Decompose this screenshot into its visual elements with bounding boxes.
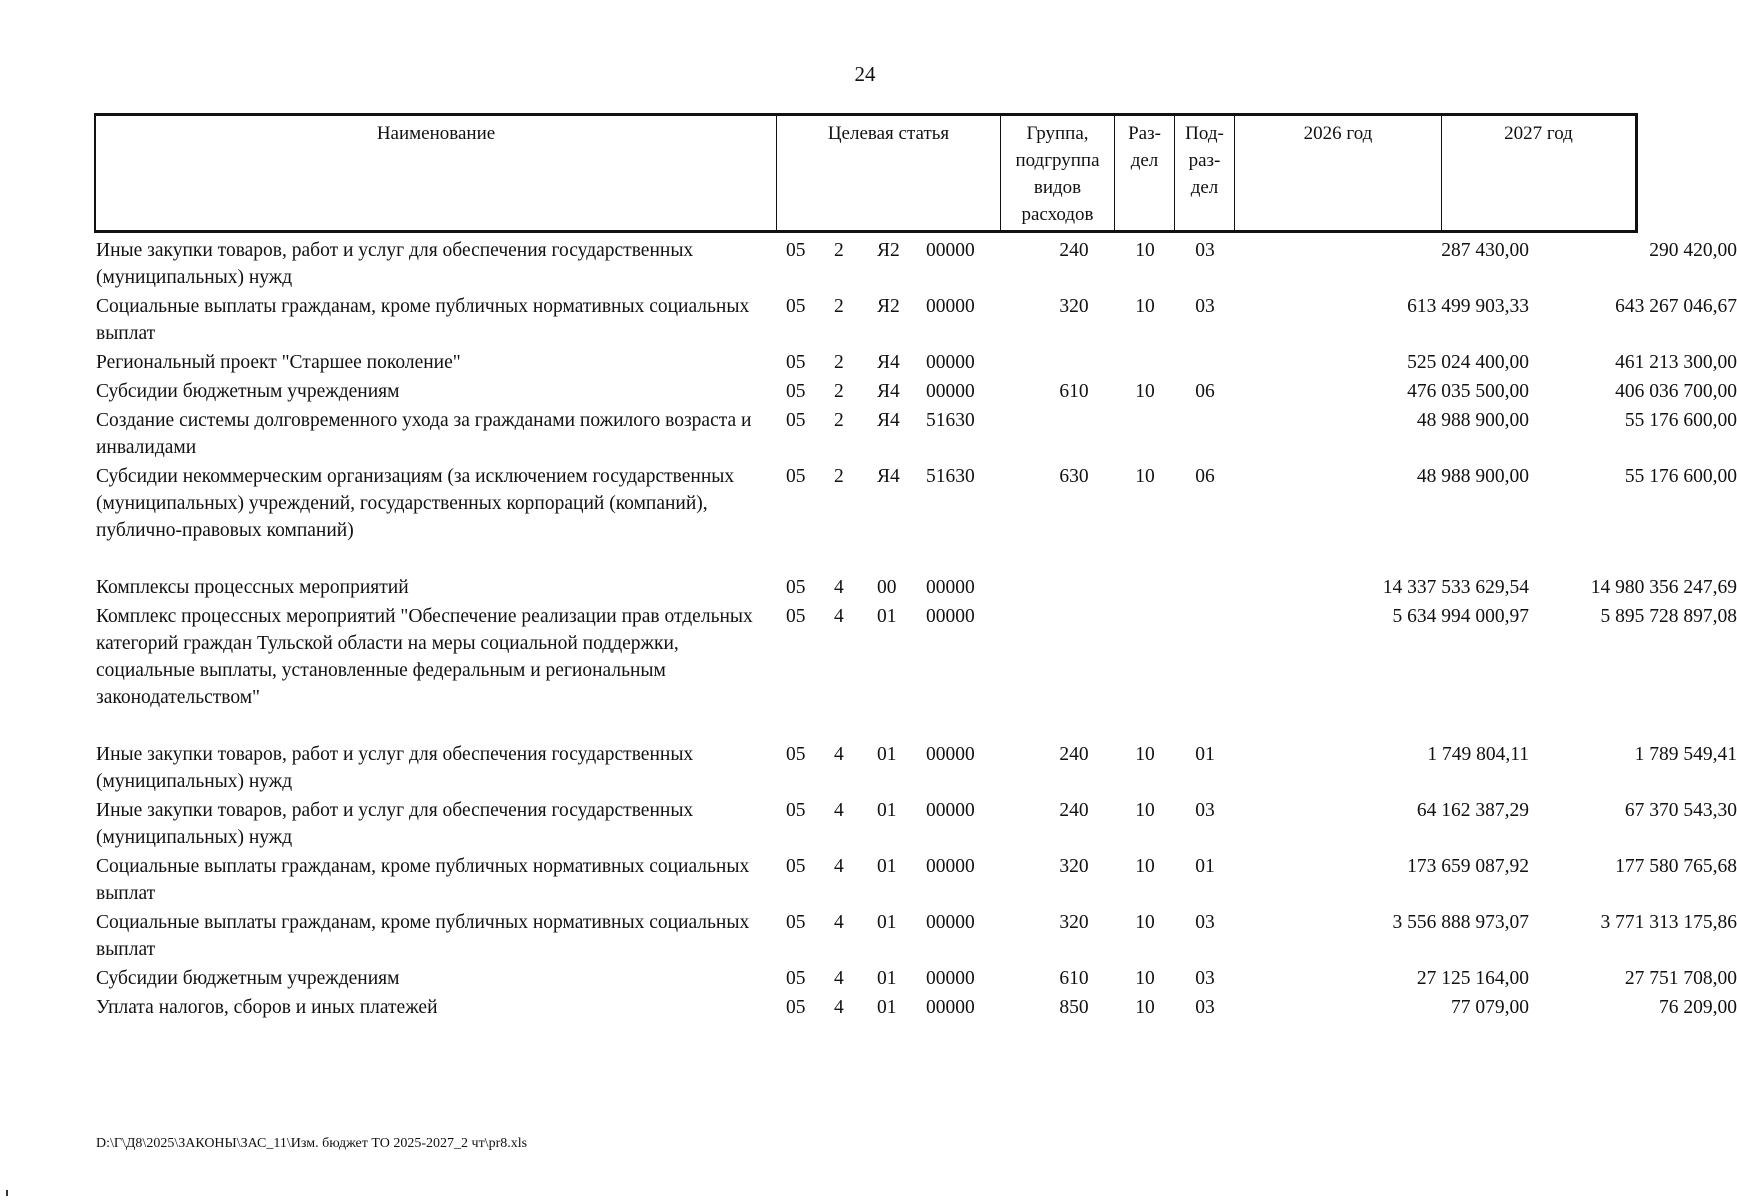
subsection-code: 03	[1195, 296, 1215, 317]
target-code-1: 05	[786, 968, 806, 989]
target-code-4: 00000	[926, 800, 975, 821]
section-code: 10	[1135, 912, 1155, 933]
target-code-3: Я2	[877, 296, 900, 317]
target-code-2: 2	[834, 381, 844, 402]
target-code-2: 4	[834, 744, 844, 765]
target-code-4: 00000	[926, 381, 975, 402]
page-number: 24	[854, 62, 876, 86]
target-code-1: 05	[786, 466, 806, 487]
target-code-1: 05	[786, 744, 806, 765]
section-code: 10	[1135, 997, 1155, 1018]
amount-2026: 14 337 533 629,54	[1382, 577, 1529, 598]
target-code-4: 00000	[926, 856, 975, 877]
row-name: Субсидии некоммерческим организациям (за исключением государственных (муниципальных) учреждений, государственных корпораций (компаний), публично-правовых компаний)	[96, 466, 735, 541]
expense-group: 320	[1059, 912, 1089, 933]
table-row	[96, 574, 1737, 601]
row-name: Субсидии бюджетным учреждениям	[96, 968, 400, 989]
amount-2026: 48 988 900,00	[1416, 466, 1529, 487]
row-name: Социальные выплаты гражданам, кроме публичных нормативных социальных выплат	[96, 296, 750, 344]
section-code: 10	[1135, 466, 1155, 487]
target-code-2: 4	[834, 912, 844, 933]
target-code-3: 01	[877, 606, 897, 627]
subsection-code: 03	[1195, 240, 1215, 261]
target-code-4: 00000	[926, 744, 975, 765]
target-code-2: 4	[834, 968, 844, 989]
target-code-3: Я4	[877, 381, 900, 402]
target-code-2: 2	[834, 466, 844, 487]
target-code-1: 05	[786, 577, 806, 598]
target-code-3: Я4	[877, 410, 900, 431]
target-code-1: 05	[786, 381, 806, 402]
amount-2026: 48 988 900,00	[1416, 410, 1529, 431]
amount-2026: 1 749 804,11	[1427, 744, 1529, 765]
expense-group: 320	[1059, 856, 1089, 877]
section-code: 10	[1135, 744, 1155, 765]
row-name: Иные закупки товаров, работ и услуг для обеспечения государственных (муниципальных) нужд	[96, 744, 694, 792]
target-code-3: 00	[877, 577, 897, 598]
section-code: 10	[1135, 856, 1155, 877]
section-code: 10	[1135, 968, 1155, 989]
target-code-1: 05	[786, 800, 806, 821]
row-name: Комплекс процессных мероприятий "Обеспечение реализации прав отдельных категорий граждан Тульской области на меры социальной поддержки, социальные выплаты, установленные федеральным и региональным законодательством"	[96, 606, 753, 708]
target-code-2: 4	[834, 856, 844, 877]
amount-2026: 287 430,00	[1441, 240, 1529, 261]
header-year-2026: 2026 год	[1234, 116, 1441, 230]
amount-2027: 643 267 046,67	[1615, 296, 1737, 317]
target-code-2: 2	[834, 410, 844, 431]
scan-mark	[6, 1190, 8, 1196]
section-code: 10	[1135, 240, 1155, 261]
header-target-article: Целевая статья	[776, 116, 1000, 230]
expense-group: 240	[1059, 800, 1089, 821]
target-code-3: 01	[877, 744, 897, 765]
target-code-4: 00000	[926, 968, 975, 989]
subsection-code: 03	[1195, 800, 1215, 821]
table-row	[96, 965, 1737, 992]
table-header	[94, 113, 1638, 233]
subsection-code: 06	[1195, 466, 1215, 487]
target-code-3: 01	[877, 800, 897, 821]
target-code-1: 05	[786, 997, 806, 1018]
target-code-3: Я4	[877, 352, 900, 373]
table-row	[96, 797, 1737, 851]
amount-2026: 27 125 164,00	[1416, 968, 1529, 989]
table-body	[96, 237, 1737, 1023]
expense-group: 240	[1059, 240, 1089, 261]
amount-2026: 476 035 500,00	[1407, 381, 1529, 402]
target-code-4: 00000	[926, 912, 975, 933]
subsection-code: 06	[1195, 381, 1215, 402]
expense-group: 610	[1059, 381, 1089, 402]
target-code-3: 01	[877, 968, 897, 989]
amount-2027: 406 036 700,00	[1615, 381, 1737, 402]
target-code-2: 4	[834, 997, 844, 1018]
section-code: 10	[1135, 296, 1155, 317]
target-code-1: 05	[786, 296, 806, 317]
row-name: Социальные выплаты гражданам, кроме публичных нормативных социальных выплат	[96, 912, 750, 960]
file-path-footer: D:\Г\Д8\2025\ЗАКОНЫ\ЗАС_11\Изм. бюджет ТО 2025-2027_2 чт\pr8.xls	[96, 1136, 528, 1151]
table-row	[96, 909, 1737, 963]
table-row	[96, 994, 1737, 1021]
expense-group: 240	[1059, 744, 1089, 765]
subsection-code: 03	[1195, 912, 1215, 933]
table-row	[96, 853, 1737, 907]
section-code: 10	[1135, 800, 1155, 821]
target-code-1: 05	[786, 352, 806, 373]
table-row	[96, 378, 1737, 405]
table-row	[96, 741, 1737, 795]
amount-2027: 290 420,00	[1649, 240, 1737, 261]
target-code-3: 01	[877, 997, 897, 1018]
target-code-1: 05	[786, 912, 806, 933]
amount-2026: 525 024 400,00	[1407, 352, 1529, 373]
row-name: Создание системы долговременного ухода за гражданами пожилого возраста и инвалидами	[96, 410, 752, 458]
amount-2027: 67 370 543,30	[1624, 800, 1737, 821]
row-name: Субсидии бюджетным учреждениям	[96, 381, 400, 402]
amount-2027: 177 580 765,68	[1615, 856, 1737, 877]
row-name: Иные закупки товаров, работ и услуг для обеспечения государственных (муниципальных) нужд	[96, 240, 694, 288]
header-subsection: Под- раз- дел	[1174, 116, 1234, 230]
row-name: Иные закупки товаров, работ и услуг для обеспечения государственных (муниципальных) нужд	[96, 800, 694, 848]
target-code-2: 4	[834, 577, 844, 598]
target-code-3: 01	[877, 912, 897, 933]
target-code-4: 51630	[926, 410, 975, 431]
subsection-code: 01	[1195, 744, 1215, 765]
amount-2026: 64 162 387,29	[1416, 800, 1529, 821]
target-code-2: 2	[834, 296, 844, 317]
target-code-2: 2	[834, 352, 844, 373]
table-row	[96, 293, 1737, 347]
target-code-1: 05	[786, 606, 806, 627]
amount-2026: 3 556 888 973,07	[1392, 912, 1529, 933]
target-code-3: Я2	[877, 240, 900, 261]
target-code-1: 05	[786, 240, 806, 261]
header-section: Раз- дел	[1114, 116, 1174, 230]
row-name: Уплата налогов, сборов и иных платежей	[96, 997, 438, 1018]
table-row	[96, 349, 1737, 376]
subsection-code: 03	[1195, 968, 1215, 989]
amount-2027: 1 789 549,41	[1634, 744, 1737, 765]
subsection-code: 01	[1195, 856, 1215, 877]
target-code-3: 01	[877, 856, 897, 877]
amount-2027: 14 980 356 247,69	[1590, 577, 1737, 598]
target-code-1: 05	[786, 856, 806, 877]
table-row	[96, 603, 1737, 711]
amount-2027: 5 895 728 897,08	[1600, 606, 1737, 627]
row-name: Региональный проект "Старшее поколение"	[96, 352, 461, 373]
target-code-4: 00000	[926, 296, 975, 317]
target-code-3: Я4	[877, 466, 900, 487]
target-code-4: 51630	[926, 466, 975, 487]
amount-2027: 27 751 708,00	[1624, 968, 1737, 989]
amount-2027: 55 176 600,00	[1624, 466, 1737, 487]
row-name: Комплексы процессных мероприятий	[96, 577, 409, 598]
target-code-4: 00000	[926, 577, 975, 598]
target-code-4: 00000	[926, 352, 975, 373]
amount-2026: 173 659 087,92	[1407, 856, 1529, 877]
target-code-2: 4	[834, 606, 844, 627]
amount-2026: 5 634 994 000,97	[1392, 606, 1529, 627]
header-name: Наименование	[376, 123, 496, 144]
header-year-2027: 2027 год	[1441, 116, 1635, 230]
table-row	[96, 237, 1737, 291]
target-code-2: 2	[834, 240, 844, 261]
expense-group: 850	[1059, 997, 1089, 1018]
target-code-4: 00000	[926, 240, 975, 261]
section-code: 10	[1135, 381, 1155, 402]
expense-group: 630	[1059, 466, 1089, 487]
table-row	[96, 463, 1737, 544]
header-expense-group: Группа, подгруппа видов расходов	[1000, 116, 1114, 230]
amount-2027: 3 771 313 175,86	[1600, 912, 1737, 933]
amount-2027: 55 176 600,00	[1624, 410, 1737, 431]
expense-group: 320	[1059, 296, 1089, 317]
row-name: Социальные выплаты гражданам, кроме публичных нормативных социальных выплат	[96, 856, 750, 904]
target-code-2: 4	[834, 800, 844, 821]
amount-2026: 77 079,00	[1451, 997, 1529, 1018]
target-code-4: 00000	[926, 606, 975, 627]
expense-group: 610	[1059, 968, 1089, 989]
amount-2026: 613 499 903,33	[1407, 296, 1529, 317]
amount-2027: 461 213 300,00	[1615, 352, 1737, 373]
target-code-1: 05	[786, 410, 806, 431]
target-code-4: 00000	[926, 997, 975, 1018]
amount-2027: 76 209,00	[1659, 997, 1737, 1018]
table-row	[96, 407, 1737, 461]
subsection-code: 03	[1195, 997, 1215, 1018]
